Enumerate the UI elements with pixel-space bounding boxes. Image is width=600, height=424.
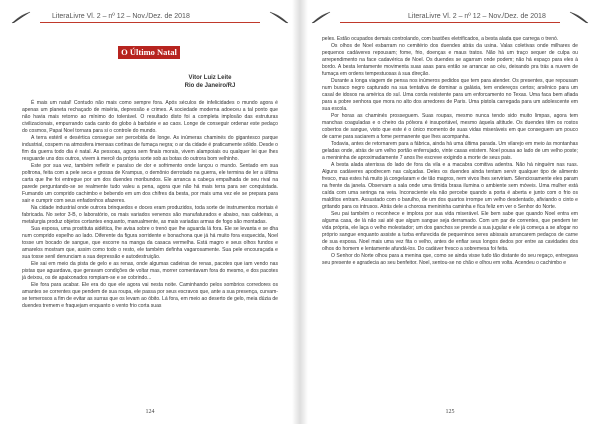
paragraph: É mais um natal! Contudo não mais como sempre fora. Após séculos de infelicidades o mundo agora é apenas um planeta rechaçado de miséria, depressão e crimes. A sociedade moderna adoeceu a tal ponto que não havia mais retorno ao mínimo do tolerável. O resultado disto foi a completa implosão das estruturas civilizacionais, empurrando cada canto do globo à barbárie e ao caos. Longe de conseguir ordenar este pedaço do cosmos, Papai Noel tornara para si o controle do mundo. <box>22 100 278 134</box>
feather-quill-icon <box>268 11 290 25</box>
author-name: Vitor Luiz Leite <box>188 75 232 81</box>
feather-quill-icon <box>10 11 32 25</box>
header-rule <box>40 22 260 23</box>
paragraph: Este por sua vez, também refletir e paraíso de dor e sofrimento onde lançou o mundo. Sentado em sua poltrona, feita com a pele seca e grossa de Krampus, o demônio derrotado na guerra, ele termina de ler a última carta que lhe foi entregue por um dos duendes moribundos. Ele arranca a cabeça empalhada de seu rival na parede perguntando-se se realmente tudo valeu a pena, agora que não há mais terra para ser conquistada. Fumando um comprido cachimbo e bebendo em um dos chifres da besta, por mais uma vez ele se prepara para sair e cumprir com seus enfadonhos afazeres. <box>22 163 278 204</box>
paragraph: Na cidade industrial onde outrora brinquedos e doces eram produzidos, toda sorte de instrumentos mortais é fabricada. No setor 3-B, o laboratório, os mais variados venenos são manufaturados e abaixo, nas caldeiras, a metalurgia produz objetos cortantes enquanto, manualmente, as mais variadas armas de fogo são montadas. <box>22 205 278 225</box>
feather-quill-icon <box>568 11 590 25</box>
paragraph: Ele fora para acabar. Ele era do que ele agora vai nesta noite. Caminhando pelos sombrios corredores os amantes se correntes que pendem de sua roupa, ele passa por seus escravos que, ante a sua presença, curvam-se temerosos a fim de evitar as surras que os levam ao óbito. Lá fora, em meio ao deserto de gelo, meia dúzia de duendes tremem e fraquejam enquanto o vento frio corta suas <box>22 282 278 309</box>
feather-quill-icon <box>310 11 332 25</box>
right-header <box>310 11 590 25</box>
page-number: 124 <box>145 409 155 415</box>
story-text-left <box>22 100 278 402</box>
author-location: Rio de Janeiro/RJ <box>184 83 236 89</box>
spine-shadow <box>300 0 308 424</box>
paragraph: Os olhos de Noel esbarram no cemitério dos duendes atrás da usina. Valas coletivas onde milhares de pequenos cadáveres repousam; fome, frio, doenças e maus tratos. Não há um traço sequer de culpa ou arrependimento na face cadavérica de Noel. Os duendes se agarram onde podem; não há espaço para eles à bordo. A besta lentamente movimenta suas asas para então se arrancar ao céu, deixando pra trás a nuvem de fumaça em ordens tempestuosas à sua direção. <box>322 43 578 77</box>
paragraph: Ele sai em meio da pista de gelo e as renas, onde algumas cadeiras de renas, pacotes que iam vendo nas pistas que aguardava, que geravam condições de voltar mas, morrer comentavam fora do mesmo, e dos pacotes já deixou, os de apaixonados rompiam-se e se cobrindo... <box>22 261 278 281</box>
story-text-right <box>322 36 578 402</box>
left-header <box>10 11 290 25</box>
journal-title: LiteraLivre Vl. 2 – nº 12 – Nov./Dez. de 2018 <box>408 13 546 20</box>
right-page <box>300 0 600 424</box>
journal-title: LiteraLivre Vl. 2 – nº 12 – Nov./Dez. de 2018 <box>52 13 190 20</box>
spine-shadow <box>292 0 300 424</box>
author-block <box>150 74 270 90</box>
chapter-title: O Último Natal <box>118 46 180 59</box>
paragraph: Todavia, antes de retornarem para a fábrica, ainda há uma última parada. Um vilarejo em meio às montanhas geladas onde, atrás de um velho portão enferrujado, vinte casas existem. Noel pousa ao lado de um velho poste; a menininha de aproximadamente 7 anos lhe escreve exigindo a morte de seus pais. <box>322 141 578 161</box>
header-rule <box>340 22 560 23</box>
paragraph: Durante a longa viagem de pensa nos inúmeros pedidos que tem para atender. Os presentes, que repousam num buraco negro capturado na sua tentativa de dominar a galáxia, tem endereços certos; arsênico para um casal de idosos na américa do sul. Uma corda resistente para um enforcamento no Texas. Uma faca bem afiada para a pobre senhora que mora no alto dos arredores de Paris. Uma pistola carregada para um adolescente em sua escola. <box>322 78 578 112</box>
paragraph: Por horas as chaminés prosseguem. Suas roupas, mesmo nunca tendo sido muito limpas, agora tem manchas coaguladas e o cheiro da pólvora é insuportável, mesmo àquela altitude. Os duendes têm os rostos cobertos de sangue, visto que este é o único momento de suas vidas miseráveis em que conseguem um pouco de carne para saciarem a fome permanente que lhes acompanha. <box>322 113 578 140</box>
paragraph: A terra estéril e desértica consegue ser percebida de longe. As inúmeras chaminés do gigantesco parque industrial, cospem na atmosfera imensas cortinas de fumaça negra; o ar da cidade é praticamente sólido. Desde o fim da guerra todo dia é natal. As pessoas, agora sem finais morais, vivem alampoiais ou qualquer lei que lhes resguarde uns dos outros, vivem à mercê da própria sorte sob as botas do outrora bom velhinho. <box>22 135 278 162</box>
paragraph: Seu pai também o reconhece e implora por sua vida miserável. Ele bem sabe que quando Noel entra em alguma casa, de lá não sai até que algum sangue seja derramado. Com um par de correntes, que pendem ter vida própria, ele laça o velho molestador; um dos ganchos se prende a sua jugular e ele já começa a se afogar no próprio sangue enquanto assiste a turba enfurecida de pequeninos seres abissais arrancarem pedaços de carne de sua esposa. Noel mais uma vez fita o velho, antes de enfiar seus longos dedos por entre as cavidades dos olhos do homem e lentamente afundá-los. Do cadáver fresco a sobremesa foi feita. <box>322 211 578 252</box>
page-number: 125 <box>445 409 455 415</box>
paragraph: peles. Estão ocupados demais controlando, com bastões eletrificados, a besta alada que carrega o trenó. <box>322 36 559 42</box>
paragraph: Sua esposa, uma prostituta aidética, lhe avisa sobre o trenó que lhe aguarda lá fora. Ele se levanta e se dha num comprido espelho ao lado. Diferente da figura sorridente e bonachona que já há muito fora esquecida, Noel tosse um bocado de sangue, que escorre na manga da casaca vermelha. Está magro e seus olhos fundos e amarelos mostram que, assim como todo o resto, ele também definha vagarosamente. Sua pele encouraçada e sua tosse senil denunciam a sua depressão e autodestruição. <box>22 226 278 260</box>
paragraph: A besta alada aterrissa do lado de fora da vila e a macabra comitiva adentra. Não há ninguém nas ruas. Alguns cadáveres apodrecem nas calçadas. Deles os duendes ainda tentam servir qualquer tipo de alimento fresco, mas estes há muito já congelaram e de tão magros, nem vivos lhes serviriam. Silenciosamente eles param na frente da janela. Observam a sala onde uma tímida brasa ilumina o ambiente sem móveis. Uma mulher está caída com uma seringa na veia. Inconsciente ela não percebe quando a porta é aberta e junto com o frio os maldítos entram. Assustado com o barulho, de um dos quartos irrompe um velho desdentado, afiviando o cinto e gritando para os intrusos. Atrás dele a chorosa menininha caminha e fica feliz em ver o Senhor do Norte. <box>322 162 578 210</box>
paragraph: O Senhor do Norte olhou para a menina que, como se ainda visse tudo tão distante do seu regaço, entregava seu presente e agradecia ao seu benfeitor. Noel, sentou-se no chão e olhou em volta. Acendeu o cachimbo e <box>322 253 578 266</box>
